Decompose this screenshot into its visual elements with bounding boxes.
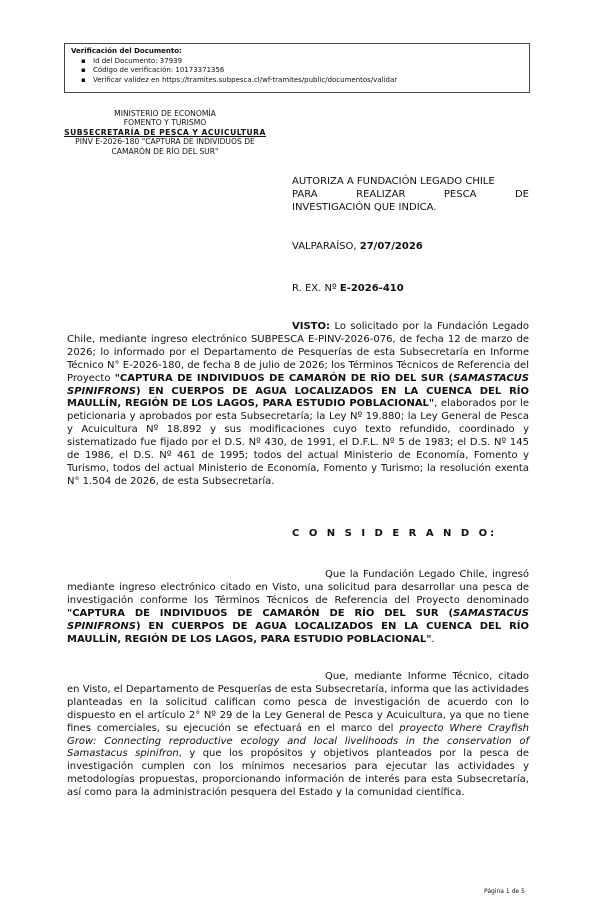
project-title: "CAPTURA DE INDIVIDUOS DE CAMARÓN DE RÍO DEL SUR ( (114, 372, 454, 384)
verification-title: Verificación del Documento: (71, 47, 182, 55)
subsecretaria-line: SUBSECRETARÍA DE PESCA Y ACUICULTURA (64, 127, 266, 137)
subject-word: PESCA (443, 189, 477, 200)
verification-box (64, 43, 530, 93)
c2-text: Que, mediante Informe Técnico, citado en Visto, el Departamento de Pesquerías de esta Subsecretaría, informa que las actividades planteadas en la solicitud califican como pesca de investigación de acuerdo con lo dispuesto en el artículo 2° Nº 29 de la Ley General de Pesca y Acuicultura, ya que no tiene fines comerciales, su ejecución se efectuará en el marco del (67, 671, 529, 734)
project-ref-line-2: CAMARÓN DE RÍO DEL SUR" (111, 146, 219, 156)
considerando-heading: C O N S I D E R A N D O: (292, 528, 498, 539)
species-name: SAMASTACUS SPINIFRONS (67, 372, 530, 397)
c2-text-end: , y que los propósitos y objetivos planteados por la pesca de investigación cumplen con los mínimos necesarios para ejecutar las actividades y metodologías propuestas, proporcionando información de interés para esta Subsecretaría, así como para la administración pesquera del Estado y la comunidad científica. (67, 748, 529, 799)
subject-line-2 (292, 188, 529, 201)
verification-code: ▪ Código de verificación: 10173371356 (71, 66, 523, 76)
resolution-number (292, 283, 404, 294)
resolution-id: E-2026-410 (339, 283, 404, 294)
subject-word: PARA (292, 189, 318, 200)
considerando-paragraph-2 (67, 671, 529, 800)
project-ref-line: PINV E-2026-180 "CAPTURA DE INDIVIDUOS DE (75, 137, 255, 147)
considerando-paragraph-1 (67, 569, 529, 646)
subject-word: REALIZAR (356, 189, 406, 200)
c1-text-end: . (431, 633, 435, 645)
c1-text: Que la Fundación Legado Chile, ingresó mediante ingreso electrónico citado en Visto, una solicitud para desarrollar una pesca de investigación conforme los Términos Técnicos de Referencia del Proyecto denominado (67, 569, 529, 606)
c1-project-title-end: ) EN CUERPOS DE AGUA LOCALIZADOS EN LA CUENCA DEL RÍO MAULLÍN, REGIÓN DE LOS LAGOS, PARA ESTUDIO POBLACIONAL" (67, 620, 529, 645)
verification-id: ▪ Id del Documento: 37939 (71, 57, 523, 67)
subject-block (292, 175, 529, 214)
visto-paragraph (67, 321, 529, 489)
c1-project-title: "CAPTURA DE INDIVIDUOS DE CAMARÓN DE RÍO DEL SUR ( (67, 607, 454, 619)
c1-species-name: SAMASTACUS SPINIFRONS (67, 607, 529, 632)
agency-header (40, 109, 290, 156)
c2-project-name: proyecto Where Crayfish Grow: Connecting reproductive ecology and local livelihoods in the conservation of Samastacus spinifron (67, 722, 529, 760)
visto-text: Lo solicitado por la Fundación Legado Chile, mediante ingreso electrónico SUBPESCA E-PINV-2026-076, de fecha 12 de marzo de 2026; lo informado por el Departamento de Pesquerías de esta Subsecretaría en Informe Técnico N° E-2026-180, de fecha 8 de julio de 2026; los Términos Técnicos de Referencia del Proyecto (67, 321, 529, 384)
subject-line-3: INVESTIGACIÓN QUE INDICA. (292, 202, 437, 213)
visto-text-end: , elaborados por le peticionaria y aprobados por esta Subsecretaría; la Ley Nº 19.880; la Ley General de Pesca y Acuicultura Nº 18.892 y sus modificaciones cuyo texto refundido, coordinado y sistematizado fue fijado por el D.S. Nº 430, de 1991, el D.F.L. Nº 5 de 1983; el D.S. Nº 145 de 1986, el D.S. Nº 461 de 1995; todos del actual Ministerio de Economía, Fomento y Turismo, todos del actual Ministerio de Economía, Fomento y Turismo; la resolución exenta N° 1.504 de 2026, de esta Subsecretaría. (67, 398, 529, 487)
date: 27/07/2026 (359, 241, 423, 252)
place-date (292, 241, 423, 252)
subject-line-1: AUTORIZA A FUNDACIÓN LEGADO CHILE (292, 176, 495, 187)
verification-link[interactable]: ▪ Verificar validez en https://tramites.subpesca.cl/wf-tramites/public/documentos/validar (71, 76, 523, 86)
ministry-line: MINISTERIO DE ECONOMÍA (114, 109, 216, 118)
page-number: Página 1 de 5 (484, 888, 525, 895)
city: VALPARAÍSO, (292, 241, 360, 252)
ministry-line-2: FOMENTO Y TURISMO (123, 118, 207, 128)
visto-label: VISTO: (292, 321, 330, 332)
project-title-end: ) EN CUERPOS DE AGUA LOCALIZADOS EN LA CUENCA DEL RÍO MAULLÍN, REGIÓN DE LOS LAGOS, PARA ESTUDIO POBLACIONAL" (67, 385, 529, 410)
subject-word: DE (514, 189, 529, 200)
resolution-prefix: R. EX. Nº (292, 283, 340, 294)
